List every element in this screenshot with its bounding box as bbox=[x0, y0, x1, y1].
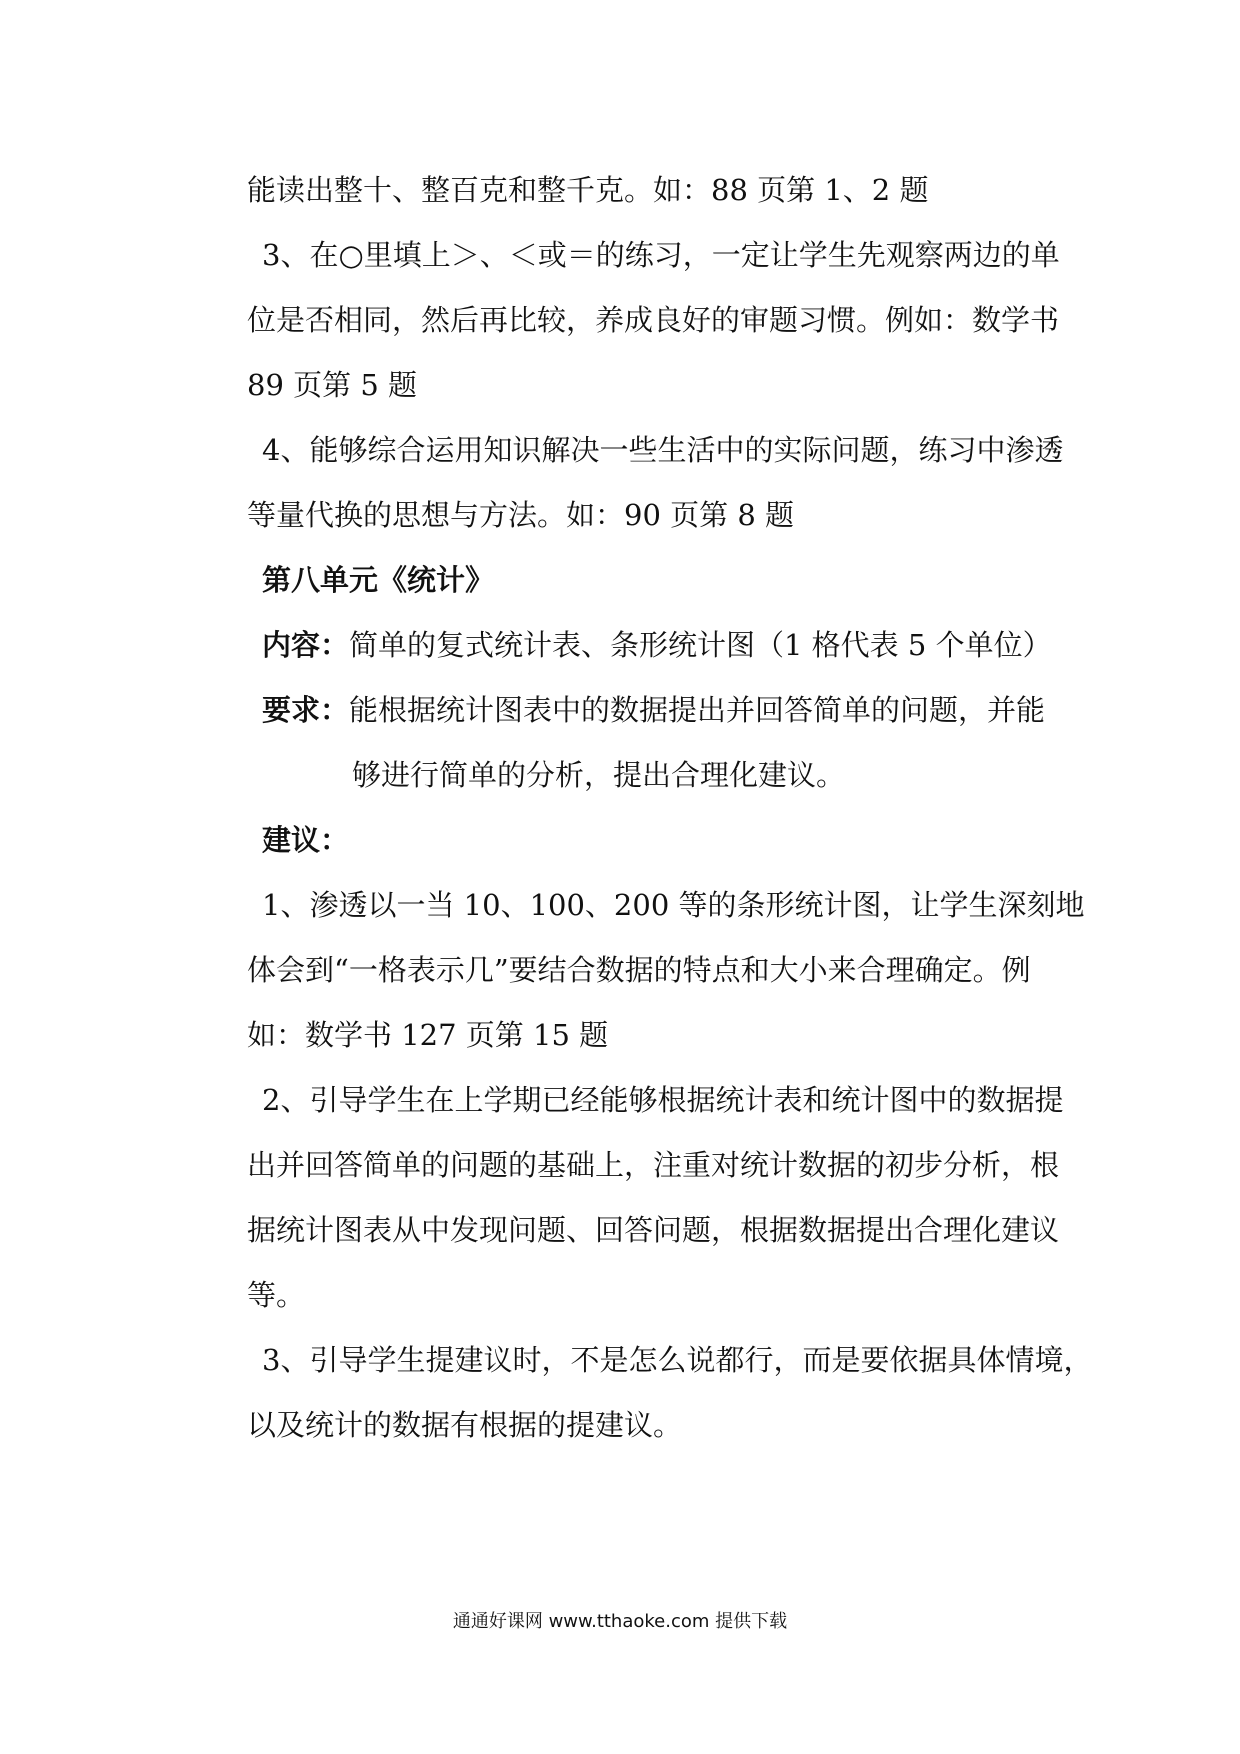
unit-title: 第八单元《统计》 bbox=[262, 563, 495, 597]
content-label: 内容： bbox=[262, 628, 350, 662]
text-line: 出并回答简单的问题的基础上，注重对统计数据的初步分析，根 bbox=[247, 1148, 1060, 1182]
text-line: 2、引导学生在上学期已经能够根据统计表和统计图中的数据提 bbox=[262, 1083, 1064, 1117]
text-line: 4、能够综合运用知识解决一些生活中的实际问题，练习中渗透 bbox=[262, 433, 1064, 467]
text-line: 据统计图表从中发现问题、回答问题，根据数据提出合理化建议 bbox=[247, 1213, 1060, 1247]
text-line: 位是否相同，然后再比较，养成良好的审题习惯。例如：数学书 bbox=[247, 303, 1060, 337]
text-line: 3、引导学生提建议时，不是怎么说都行，而是要依据具体情境， bbox=[262, 1343, 1093, 1377]
text-line: 以及统计的数据有根据的提建议。 bbox=[247, 1408, 683, 1442]
text-line: 能读出整十、整百克和整千克。如：88 页第 1、2 题 bbox=[247, 173, 929, 207]
text-line: 等。 bbox=[247, 1278, 306, 1312]
content-text: 简单的复式统计表、条形统计图（1 格代表 5 个单位） bbox=[349, 628, 1052, 662]
page-footer: 通通好课网 www.tthaoke.com 提供下载 bbox=[452, 1611, 788, 1632]
text-line: 89 页第 5 题 bbox=[247, 368, 418, 402]
text-line: 1、渗透以一当 10、100、200 等的条形统计图，让学生深刻地 bbox=[262, 888, 1085, 922]
requirement-text-cont: 够进行简单的分析，提出合理化建议。 bbox=[352, 758, 846, 792]
content-line bbox=[247, 613, 1057, 678]
page-body bbox=[247, 158, 1093, 1458]
requirement-line bbox=[247, 678, 1057, 743]
suggestion-label: 建议： bbox=[262, 823, 350, 857]
text-line: 如：数学书 127 页第 15 题 bbox=[247, 1018, 609, 1052]
requirement-label: 要求： bbox=[262, 693, 350, 727]
text-line: 体会到“一格表示几”要结合数据的特点和大小来合理确定。例 bbox=[247, 953, 1031, 987]
text-line: 等量代换的思想与方法。如：90 页第 8 题 bbox=[247, 498, 795, 532]
requirement-text: 能根据统计图表中的数据提出并回答简单的问题，并能 bbox=[349, 693, 1046, 727]
text-line: 3、在○里填上＞、＜或＝的练习，一定让学生先观察两边的单 bbox=[262, 238, 1060, 272]
